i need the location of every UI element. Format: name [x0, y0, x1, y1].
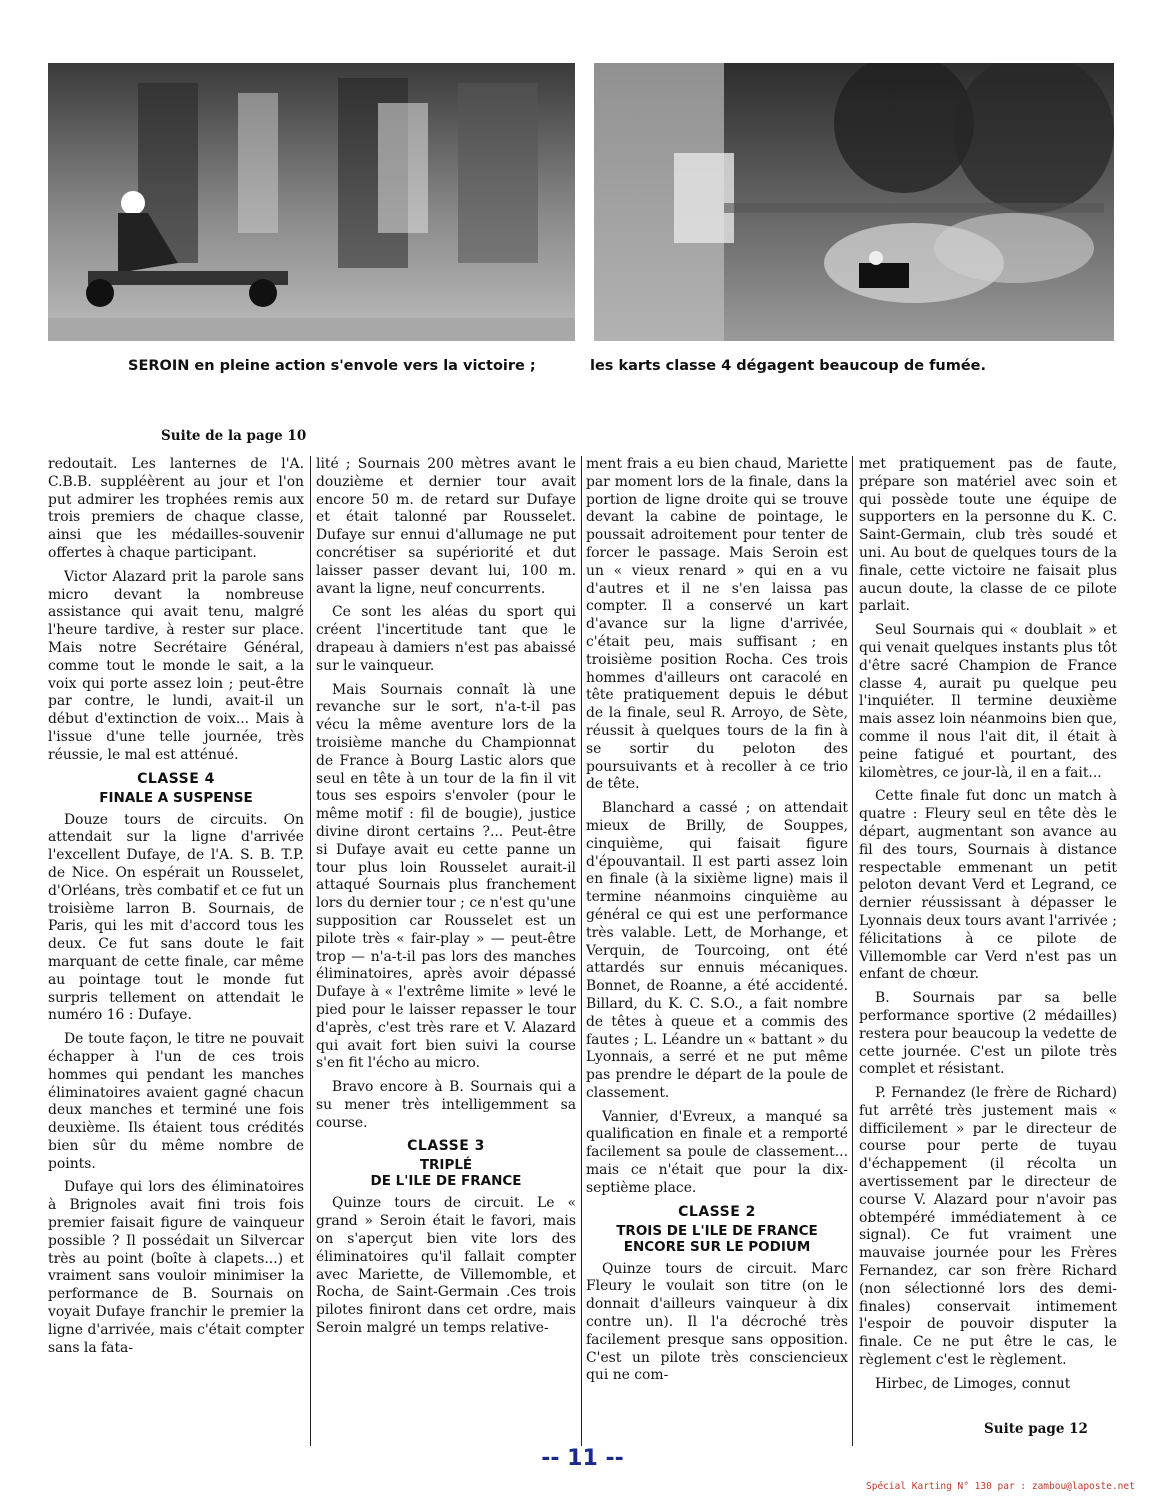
paragraph: lité ; Sournais 200 mètres avant le douzième et dernier tour avait encore 50 m. de retard sur Dufaye et était talonné par Rousselet. Dufaye sur ennui d'allumage ne put concrétiser sa supériorité et dut laisser passer devant lui, 100 m. avant la ligne, neuf concurrents.	[316, 456, 576, 597]
section-subheading: TROIS DE L'ILE DE FRANCE ENCORE SUR LE PODIUM	[616, 1222, 818, 1255]
paragraph: Victor Alazard prit la parole sans micro devant la nombreuse assistance qui avait tenu, malgré l'heure tardive, à rester sur place. Mais notre Secrétaire Général, comme tout le monde le sait, a la voix qui porte assez loin ; peut-être par contre, le lundi, avait-il un début d'extinction de voix... Mais à l'issue d'une telle journée, très réussie, le mal est atténué.	[48, 568, 304, 763]
section-heading: CLASSE 3	[407, 1138, 485, 1155]
footer-credit: Spécial Karting N° 130 par : zambou@laposte.net	[866, 1481, 1135, 1492]
caption-right: les karts classe 4 dégagent beaucoup de fumée.	[590, 358, 987, 374]
paragraph: De toute façon, le titre ne pouvait échapper à l'un de ces trois hommes qui pendant les manches éliminatoires avaient gagné chacun deux manches et terminé une fois deuxième. Ils étaient tous crédités bien sûr du même nombre de points.	[48, 1031, 304, 1172]
paragraph: Ce sont les aléas du sport qui créent l'incertitude tant que le drapeau à damiers n'est pas abaissé sur le vainqueur.	[316, 604, 576, 674]
continued-from-label: Suite de la page 10	[161, 428, 307, 444]
paragraph: Douze tours de circuits. On attendait sur la ligne d'arrivée l'excellent Dufaye, de l'A. S. B. T.P. de Nice. On espérait un Rousselet, d'Orléans, très combatif et ce fut un troisième larron B. Sournais, de Paris, qui les mit d'accord tous les deux. Ce fut sans doute le fait marquant de cette finale, car même au pointage tout le monde fut surpris tellement on attendait le numéro 16 : Dufaye.	[48, 811, 304, 1024]
paragraph: met pratiquement pas de faute, prépare son matériel avec soin et qui possède toute une équipe de supporters en la personne du K. C. Saint-Germain, club très soudé et uni. Au bout de quelques tours de la finale, cette victoire ne faisait plus aucun doute, la classe de ce pilote parlait.	[859, 456, 1117, 615]
paragraph: Blanchard a cassé ; on attendait mieux de Brilly, de Souppes, cinquième, qui faisait figure d'épouvantail. Il est parti assez loin en finale (à la sixième ligne) mais il termine néanmoins cinquième au général ce qui est une performance très valable. Lett, de Morhange, et Verquin, de Tourcoing, ont été attardés sur ennuis mécaniques. Bonnet, de Roanne, a été accidenté. Billard, du K. C. S.O., a fait nombre de têtes à queue et a commis des fautes ; L. Léandre un « battant » du Lyonnais, a serré et ne put même pas prendre le départ de la poule de classement.	[586, 800, 848, 1101]
paragraph: Dufaye qui lors des éliminatoires à Brignoles avait fini trois fois premier faisait figure de vainqueur possible ? Il possédait un Silvercar très au point (boîte à clapets...) et vraiment sans vouloir minimiser la performance de B. Sournais on voyait Dufaye franchir le premier la ligne d'arrivée, mais c'était compter sans la fata-	[48, 1179, 304, 1356]
paragraph: Mais Sournais connaît là une revanche sur le sort, n'a-t-il pas vécu la même aventure lors de la troisième manche du Championnat de France à Bourg Lastic alors que seul en tête à un tour de la fin il vit tous ses espoirs s'envoler (pour le même motif : fil de bougie), justice divine diront certains ?... Peut-être si Dufaye avait eu cette panne un tour plus loin Rousselet aurait-il attaqué Sournais plus franchement lors du dernier tour ; ce n'est qu'une supposition car Rousselet est un pilote très « fair-play » — peut-être trop — n'a-t-il pas lors des manches éliminatoires, après avoir dépassé Dufaye à « l'extrême limite » levé le pied pour le laisser repasser le tour d'après, c'est très rare et V. Alazard qui avait fort bien suivi la course s'en fit l'écho au micro.	[316, 681, 576, 1072]
paragraph: redoutait. Les lanternes de l'A. C.B.B. suppléèrent au jour et l'on put admirer les trophées remis aux trois premiers de chaque classe, ainsi que les médailles-souvenir offertes à chaque participant.	[48, 456, 304, 561]
paragraph: Quinze tours de circuit. Marc Fleury le voulait son titre (on le donnait d'ailleurs vainqueur à dix contre un). Il l'a décroché très facilement presque sans opposition. C'est un pilote très consciencieux qui ne com-	[586, 1260, 848, 1384]
section-subheading: DE L'ILE DE FRANCE	[370, 1173, 522, 1190]
column-rule	[310, 456, 311, 1446]
paragraph: B. Sournais par sa belle performance sportive (2 médailles) restera pour beaucoup la vedette de cette journée. C'est un pilote très complet et résistant.	[859, 990, 1117, 1078]
article-column-2	[316, 456, 576, 1456]
section-subheading: TRIPLÉ	[419, 1157, 473, 1174]
section-heading: CLASSE 2	[678, 1203, 756, 1220]
paragraph: Seul Sournais qui « doublait » et qui venait quelques instants plus tôt d'être sacré Champion de France classe 4, aurait pu quelque peu l'inquiéter. Il termine deuxième mais assez loin néanmoins bien que, comme il nous l'ait dit, il était à peine fatigué et pourtant, des kilomètres, ce jour-là, il en a fait...	[859, 622, 1117, 781]
column-rule	[581, 456, 582, 1446]
paragraph: P. Fernandez (le frère de Richard) fut arrêté très justement mais « difficilement » par le directeur de course pour perte de tuyau d'échappement (il récolta un avertissement par le directeur de course V. Alazard pour n'avoir pas obtempéré immédiatement à ce signal). Ce fut vraiment une mauvaise journée pour les Frères Fernandez, car son frère Richard (non sélectionné lors des demi-finales) conservait intimement l'espoir de pouvoir disputer la finale. Ce ne put être le cas, le règlement c'est le règlement.	[859, 1085, 1117, 1369]
paragraph: Hirbec, de Limoges, connut	[875, 1375, 1071, 1392]
caption-left: SEROIN en pleine action s'envole vers la victoire ;	[128, 358, 536, 374]
section-subheading: FINALE A SUSPENSE	[99, 789, 253, 806]
photo-karts-smoke	[594, 63, 1114, 341]
photo-captions	[48, 358, 1114, 380]
paragraph: Cette finale fut donc un match à quatre : Fleury seul en tête dès le départ, augmentant son avance au fil des tours, Sournais à distance respectable emmenant un petit peloton devant Verd et Legrand, ce dernier réussissant à dépasser le Lyonnais deux tours avant l'arrivée ; félicitations à ce pilote de Villemomble car Verd n'est pas un enfant de chœur.	[859, 788, 1117, 983]
paragraph: Bravo encore à B. Sournais qui a su mener très intelligemment sa course.	[316, 1079, 576, 1131]
continued-on-label: Suite page 12	[984, 1421, 1088, 1437]
paragraph: ment frais a eu bien chaud, Mariette par moment lors de la finale, dans la portion de ligne droite qui se trouve devant la cabine de pointage, le poussait adroitement pour tenter de forcer le passage. Mais Seroin est un « vieux renard » qui en a vu d'autres et il ne s'en laissa pas compter. Il a conservé un kart d'avance sur la ligne d'arrivée, c'était peu, mais suffisant ; en troisième position Rocha. Ces trois hommes d'ailleurs ont caracolé en tête pratiquement depuis le début de la finale, seul R. Arroyo, de Sète, réussit à quelques tours de la fin à se sortir du peloton des poursuivants et à recoller à ce trio de tête.	[586, 456, 848, 793]
article-column-1	[48, 456, 304, 1456]
paragraph: Vannier, d'Evreux, a manqué sa qualification en finale et a remporté facilement sa poule de classement... mais ce n'était que pour la dix-septième place.	[586, 1108, 848, 1196]
paragraph: Quinze tours de circuit. Le « grand » Seroin était le favori, mais on s'aperçut bien vite lors des éliminatoires qu'il fallait compter avec Mariette, de Villemomble, et Rocha, de Saint-Germain .Ces trois pilotes finiront dans cet ordre, mais Seroin malgré un temps relative-	[316, 1195, 576, 1337]
photo-kart-driver	[48, 63, 575, 341]
article-column-3	[586, 456, 848, 1456]
article-column-4	[859, 456, 1117, 1456]
section-heading: CLASSE 4	[137, 770, 215, 787]
page-number: -- 11 --	[541, 1446, 624, 1471]
column-rule	[852, 456, 853, 1446]
